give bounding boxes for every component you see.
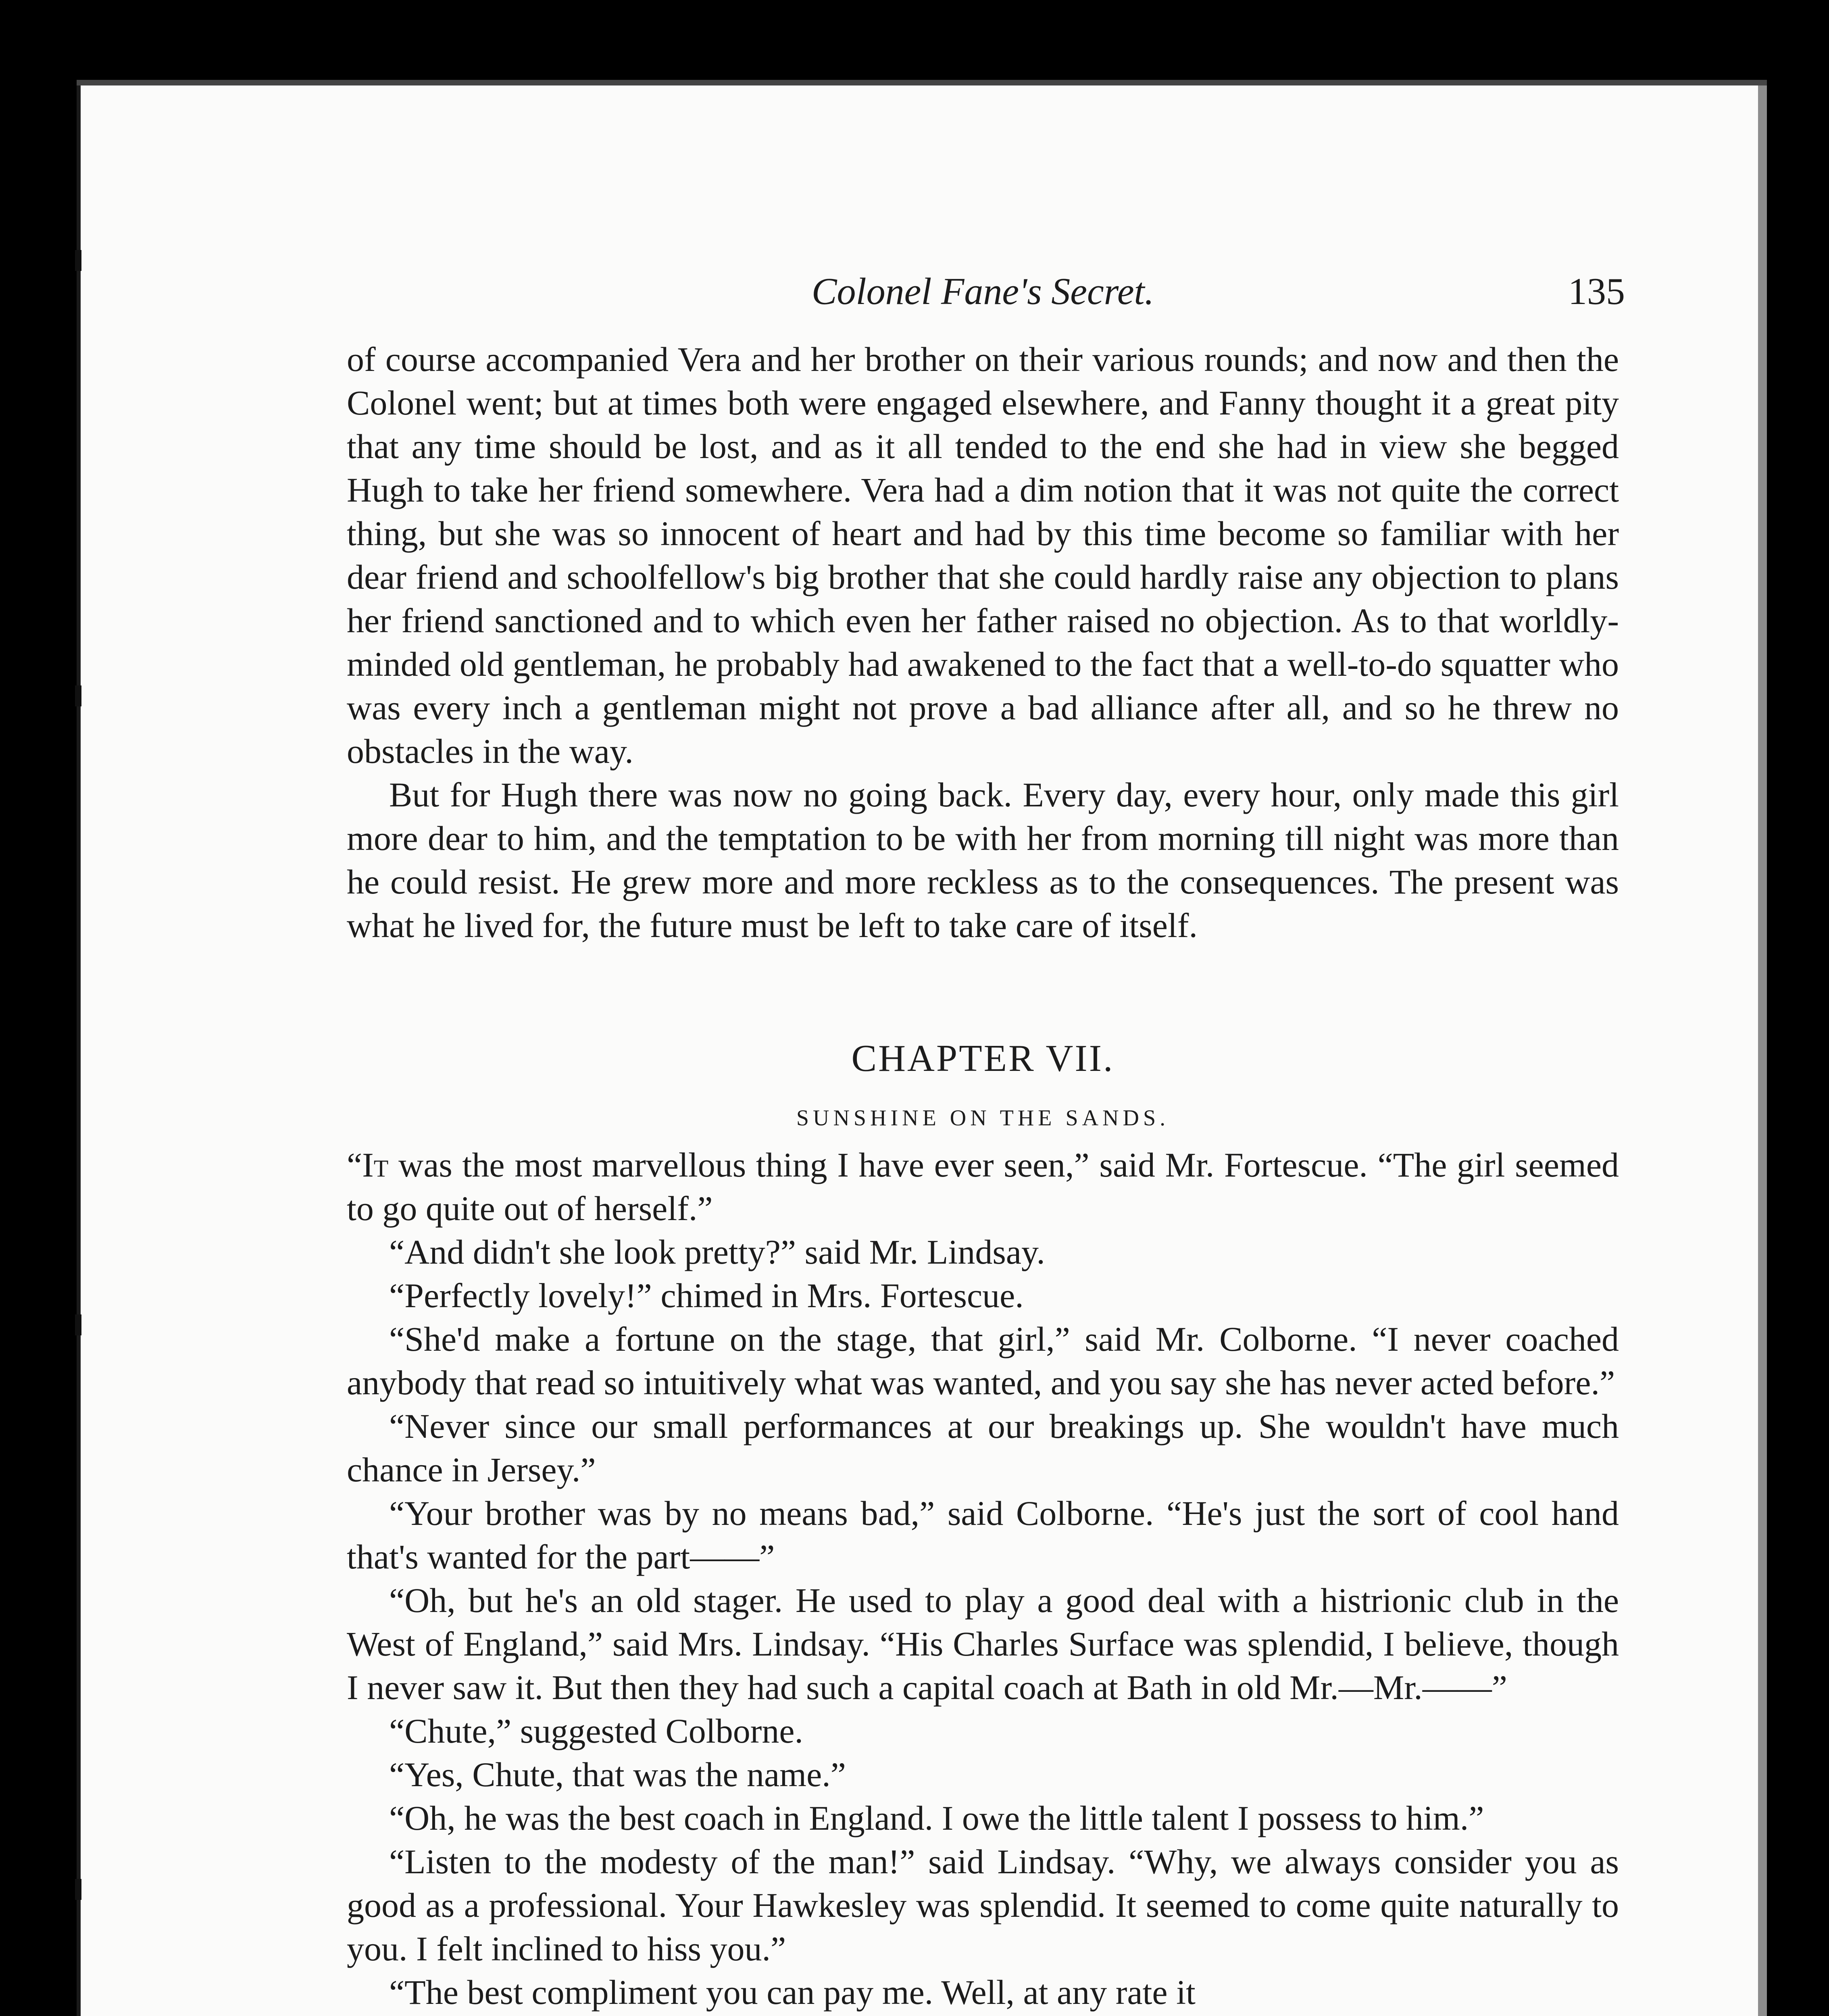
binding-mark bbox=[75, 685, 81, 706]
running-head-title: Colonel Fane's Secret. bbox=[811, 271, 1154, 312]
page-right-edge bbox=[1758, 85, 1767, 2016]
opening-text: was the most marvellous thing I have ever seen,” said Mr. Fortescue. “The girl seemed to go quite out of herself.” bbox=[347, 1145, 1619, 1228]
page-number: 135 bbox=[1568, 271, 1625, 312]
chapter-subtitle: SUNSHINE ON THE SANDS. bbox=[796, 1105, 1170, 1131]
paragraph: But for Hugh there was now no going back. Every day, every hour, only made this girl more dear to him, and the temptation to be with her from morning till night was more than he could resist. He grew more and more reckless as to the consequences. The present was what he lived for, the future must be left to take care of itself. bbox=[347, 775, 1619, 945]
paragraph-continues: “The best compliment you can pay me. Well, at any rate it bbox=[389, 1972, 1196, 2012]
paragraph: “Your brother was by no means bad,” said Colborne. “He's just the sort of cool hand that's wanted for the part——” bbox=[347, 1493, 1619, 1576]
chapter-opening-paragraph bbox=[347, 1143, 1619, 1230]
paragraph: “Chute,” suggested Colborne. bbox=[389, 1711, 804, 1750]
book-page bbox=[77, 85, 1758, 2016]
paragraph: “She'd make a fortune on the stage, that girl,” said Mr. Colborne. “I never coached anybody that read so intuitively what was wanted, and you say she has never acted before.” bbox=[347, 1319, 1619, 1402]
opening-quote: “ bbox=[347, 1145, 362, 1184]
paragraph: “Yes, Chute, that was the name.” bbox=[389, 1755, 846, 1794]
paragraph-continued: of course accompanied Vera and her brother on their various rounds; and now and then the Colonel went; but at times both were engaged elsewhere, and Fanny thought it a great pity that any time should be lost, and as it all tended to the end she had in view she begged Hugh to take her friend somewhere. Vera had a dim notion that it was not quite the correct thing, but she was so innocent of heart and had by this time become so familiar with her dear friend and schoolfellow's big brother that she could hardly raise any objection to plans her friend sanctioned and to which even her father raised no objection. As to that worldly-minded old gentleman, he probably had awakened to the fact that a well-to-do squatter who was every inch a gentleman might not prove a bad alliance after all, and so he threw no obstacles in the way. bbox=[347, 340, 1619, 771]
paragraph: “And didn't she look pretty?” said Mr. Lindsay. bbox=[389, 1232, 1045, 1271]
page-content bbox=[347, 269, 1625, 2014]
binding-mark bbox=[75, 1879, 81, 1900]
binding-gutter bbox=[77, 85, 81, 2016]
chapter-heading: CHAPTER VII. bbox=[851, 1037, 1114, 1079]
paragraph: “Listen to the modesty of the man!” said Lindsay. “Why, we always consider you as good as a professional. Your Hawkesley was splendid. It seemed to come quite naturally to you. I felt inclined to hiss you.” bbox=[347, 1842, 1619, 1968]
paragraph: “Oh, he was the best coach in England. I owe the little talent I possess to him.” bbox=[389, 1798, 1484, 1837]
opening-word: It bbox=[362, 1145, 389, 1184]
binding-mark bbox=[75, 250, 81, 271]
paragraph: “Never since our small performances at our breakings up. She wouldn't have much chance in Jersey.” bbox=[347, 1406, 1619, 1489]
binding-mark bbox=[75, 1314, 81, 1335]
paragraph: “Oh, but he's an old stager. He used to play a good deal with a histrionic club in the West of England,” said Mrs. Lindsay. “His Charles Surface was splendid, I believe, though I never saw it. But then they had such a capital coach at Bath in old Mr.—Mr.——” bbox=[347, 1581, 1619, 1707]
paragraph: “Perfectly lovely!” chimed in Mrs. Fortescue. bbox=[389, 1276, 1024, 1315]
running-head bbox=[347, 269, 1625, 337]
